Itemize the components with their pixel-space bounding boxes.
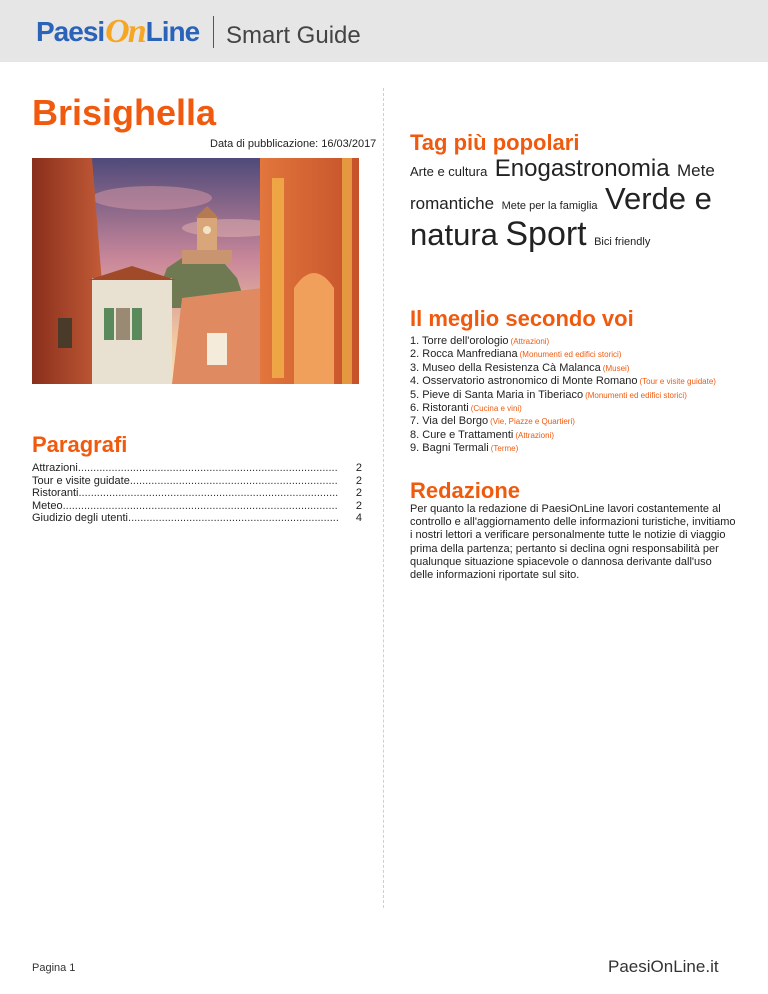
publication-date-label: Data di pubblicazione:	[210, 138, 319, 150]
tag-sport[interactable]: Sport	[505, 215, 587, 254]
publication-date	[207, 138, 376, 150]
best-item-number: 7.	[410, 415, 420, 428]
best-item-category: (Monumenti ed edifici storici)	[585, 390, 687, 400]
logo-text-right: Line	[145, 16, 200, 47]
best-heading: Il meglio secondo voi	[410, 306, 634, 331]
publication-date-value: 16/03/2017	[321, 138, 377, 150]
toc-page: 4	[355, 512, 362, 525]
paesionline-logo[interactable]	[36, 14, 199, 50]
logo-text-left: Paesi	[36, 16, 105, 47]
best-item-name: Rocca Manfrediana	[422, 348, 518, 361]
best-item[interactable]	[410, 335, 716, 348]
best-item-number: 3.	[410, 361, 420, 374]
header-bar	[0, 0, 768, 62]
tag-mete-romantiche[interactable]: Mete romantiche	[410, 161, 715, 214]
best-item[interactable]	[410, 402, 716, 415]
best-item-category: (Cucina e vini)	[470, 404, 522, 414]
best-item[interactable]	[410, 375, 716, 388]
logo-separator	[213, 16, 214, 48]
toc-page: 2	[355, 499, 362, 512]
best-item-name: Museo della Resistenza Cà Malanca	[422, 361, 601, 374]
best-item-category: (Attrazioni)	[510, 337, 550, 346]
toc-leader	[78, 487, 338, 500]
best-item-name: Cure e Trattamenti	[422, 428, 514, 441]
site-name[interactable]: PaesiOnLine.it	[608, 957, 719, 976]
toc-row[interactable]	[32, 512, 362, 525]
tag-cloud	[410, 156, 735, 254]
toc-page: 2	[355, 462, 362, 474]
best-item-name: Osservatorio astronomico di Monte Romano	[422, 375, 638, 388]
toc-row[interactable]	[32, 487, 362, 500]
toc-page: 2	[355, 474, 362, 487]
best-item-number: 9.	[410, 442, 420, 455]
tags-heading: Tag più popolari	[410, 130, 580, 155]
best-item-number: 4.	[410, 375, 420, 388]
redazione-heading: Redazione	[410, 478, 521, 503]
toc-leader	[130, 475, 338, 488]
toc-leader	[128, 512, 338, 525]
best-item-name: Torre dell'orologio	[422, 335, 509, 347]
toc-leader	[78, 462, 338, 475]
toc-row[interactable]	[32, 475, 362, 488]
best-item-number: 6.	[410, 402, 420, 415]
table-of-contents	[32, 462, 362, 525]
page-title: Brisighella	[32, 92, 217, 133]
tag-bici-friendly[interactable]: Bici friendly	[594, 236, 651, 249]
best-item-category: (Monumenti ed edifici storici)	[519, 350, 622, 360]
toc-label: Tour e visite guidate	[32, 474, 130, 487]
best-item-number: 1.	[410, 335, 420, 347]
best-item-name: Pieve di Santa Maria in Tiberiaco	[422, 388, 584, 401]
paragraphs-heading: Paragrafi	[32, 432, 128, 457]
redazione-text: Per quanto la redazione di PaesiOnLine lavori costantemente al controllo e all'aggiornamento delle informazioni turistiche, invitiamo i nostri lettori a verificare personalmente tutte le notizie di viaggio prima della partenza; pertanto si declina ogni responsabilità per qualunque situazione spiacevole o dannosa derivante dall'uso delle informazioni riportate sul sito.	[410, 503, 736, 582]
best-item-number: 2.	[410, 348, 420, 361]
tag-mete-per-la-famiglia[interactable]: Mete per la famiglia	[501, 200, 598, 213]
best-item[interactable]	[410, 415, 716, 428]
best-item-category: (Musei)	[602, 363, 630, 373]
toc-label: Ristoranti	[32, 487, 79, 500]
best-item[interactable]	[410, 442, 716, 455]
logo-text-on: On	[105, 13, 145, 50]
best-item[interactable]	[410, 362, 716, 375]
best-item-number: 5.	[410, 388, 420, 401]
page-number: Pagina 1	[32, 962, 76, 974]
best-item-name: Ristoranti	[422, 402, 469, 415]
toc-label: Giudizio degli utenti	[32, 512, 129, 525]
best-item-category: (Attrazioni)	[515, 430, 555, 440]
best-item-category: (Terme)	[490, 444, 519, 454]
best-item-name: Via del Borgo	[422, 415, 489, 428]
best-item-name: Bagni Termali	[422, 442, 489, 455]
toc-label: Meteo	[32, 499, 63, 512]
best-item-category: (Tour e visite guidate)	[639, 377, 716, 387]
brisighella-photo	[32, 158, 359, 384]
toc-label: Attrazioni	[32, 462, 78, 474]
smart-guide-label: Smart Guide	[226, 22, 361, 49]
tag-verde-e-natura[interactable]: Verde e natura	[410, 181, 712, 253]
tag-enogastronomia[interactable]: Enogastronomia	[494, 155, 670, 182]
best-item[interactable]	[410, 348, 716, 361]
tag-arte-e-cultura[interactable]: Arte e cultura	[410, 164, 488, 179]
best-item[interactable]	[410, 429, 716, 442]
best-item[interactable]	[410, 389, 716, 402]
toc-row[interactable]	[32, 462, 362, 475]
toc-page: 2	[355, 487, 362, 500]
best-list	[410, 335, 716, 456]
toc-row[interactable]	[32, 500, 362, 513]
column-divider	[383, 88, 384, 908]
best-item-category: (Vie, Piazze e Quartieri)	[490, 417, 575, 427]
best-item-number: 8.	[410, 428, 420, 441]
toc-leader	[63, 500, 338, 513]
